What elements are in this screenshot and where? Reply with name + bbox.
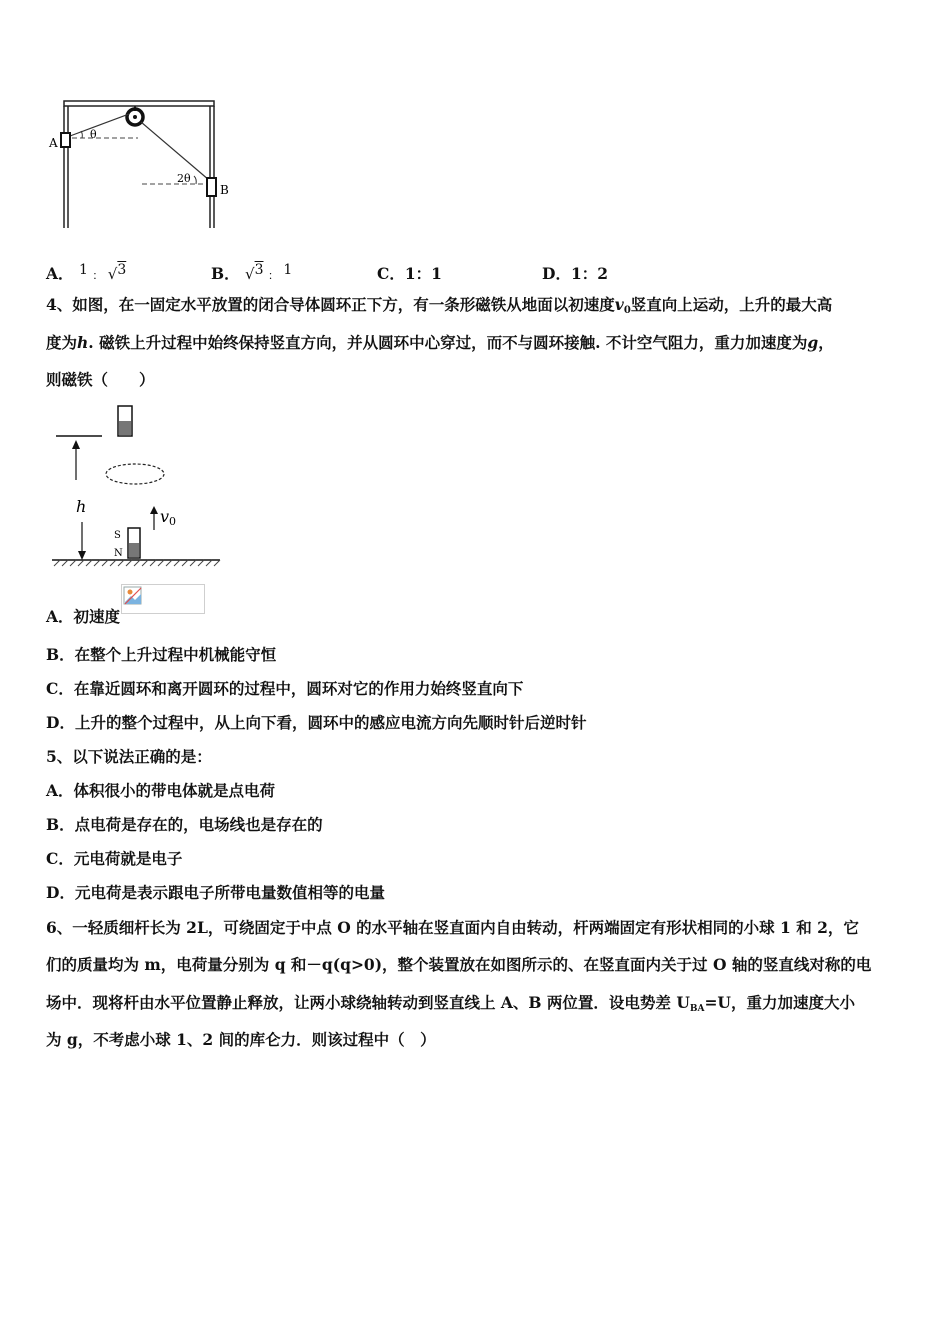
q6-stem-line-4: 为 g，不考虑小球 1、2 间的库仑力．则该过程中（ ） xyxy=(46,1030,436,1049)
block-a-label: A xyxy=(49,136,58,150)
s-pole-label: S xyxy=(114,530,121,541)
q3-option-c[interactable] xyxy=(377,262,442,284)
q3-option-d-letter: D． xyxy=(542,264,571,283)
q3-option-d[interactable] xyxy=(542,262,608,284)
q3-option-b-ratio: √3 ： 1 xyxy=(245,262,293,283)
q3-option-c-letter: C． xyxy=(377,264,405,283)
angle-a-label: θ xyxy=(90,128,97,141)
q4-option-d[interactable]: D．上升的整个过程中，从上向下看，圆环中的感应电流方向先顺时针后逆时针 xyxy=(46,713,587,732)
q3-option-d-text: 1：2 xyxy=(570,264,609,283)
q5-option-d[interactable]: D．元电荷是表示跟电子所带电量数值相等的电量 xyxy=(46,883,385,902)
q5-option-b[interactable]: B．点电荷是存在的，电场线也是存在的 xyxy=(46,815,323,834)
q6-stem-line-1: 6、一轻质细杆长为 2L，可绕固定于中点 O 的水平轴在竖直面内自由转动，杆两端固定有形状相同的小球 1 和 2，它 xyxy=(46,918,859,937)
angle-b-label: 2θ xyxy=(177,172,191,185)
q4-option-c[interactable]: C．在靠近圆环和离开圆环的过程中，圆环对它的作用力始终竖直向下 xyxy=(46,679,524,698)
q5-option-a[interactable]: A．体积很小的带电体就是点电荷 xyxy=(46,781,276,800)
broken-image-icon xyxy=(121,584,205,614)
q4-stem-line-1: 4、如图，在一固定水平放置的闭合导体圆环正下方，有一条形磁铁从地面以初速度$v_0$竖直向上运动，上升的最大高 xyxy=(46,295,833,316)
q4-option-b[interactable]: B．在整个上升过程中机械能守恒 xyxy=(46,645,277,664)
magnet-ring-figure xyxy=(50,402,225,572)
h-label: h xyxy=(76,497,87,516)
q3-option-a-letter: A． xyxy=(46,264,74,283)
q4-option-a-text: A．初速度 xyxy=(46,607,121,626)
n-pole-label: N xyxy=(114,548,123,559)
q4-option-a[interactable] xyxy=(46,598,205,628)
q4-stem-line-2: 度为h. 磁铁上升过程中始终保持竖直方向，并从圆环中心穿过，而不与圆环接触. 不计空气阻力，重力加速度为g， xyxy=(46,333,834,352)
q3-option-a[interactable] xyxy=(46,262,126,284)
pulley-frame-figure xyxy=(46,96,246,232)
q3-option-c-text: 1：1 xyxy=(404,264,442,283)
q5-stem: 5、以下说法正确的是： xyxy=(46,747,212,766)
q4-stem-line-3: 则磁铁（ ） xyxy=(46,370,155,389)
q3-option-a-ratio: 1 ： √3 xyxy=(78,262,127,283)
q3-option-b[interactable] xyxy=(211,262,292,284)
q6-stem-line-3: 场中．现将杆由水平位置静止释放，让两小球绕轴转动到竖直线上 A、B 两位置．设电势差 $U_{BA}=U$，重力加速度大小 xyxy=(46,993,855,1014)
block-b-label: B xyxy=(220,183,229,197)
v0-label: v0 xyxy=(160,507,177,528)
q3-option-b-letter: B． xyxy=(211,264,240,283)
q6-stem-line-2: 们的质量均为 m，电荷量分别为 q 和－q(q>0)，整个装置放在如图所示的、在竖直面内关于过 O 轴的竖直线对称的电 xyxy=(46,955,872,974)
q5-option-c[interactable]: C．元电荷就是电子 xyxy=(46,849,183,868)
